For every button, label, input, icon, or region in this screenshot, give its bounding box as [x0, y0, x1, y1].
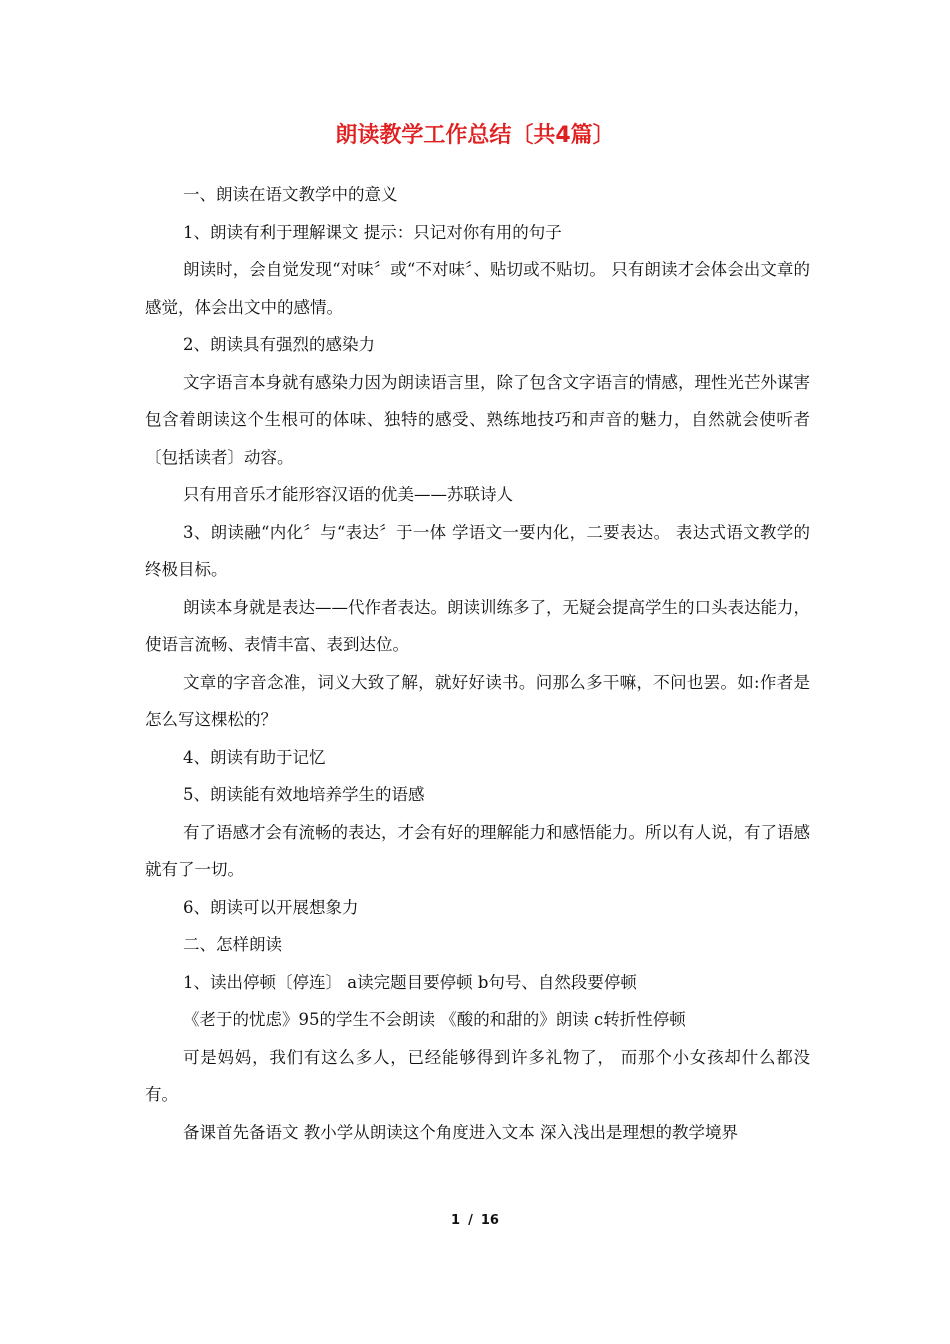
- paragraph: 5、朗读能有效地培养学生的语感: [183, 785, 425, 804]
- paragraph: 有了语感才会有流畅的表达，才会有好的理解能力和感悟能力。所以有人说，有了语感就有了一切。: [145, 822, 810, 879]
- current-page-number: 1: [451, 1213, 461, 1228]
- page-number: [0, 1213, 950, 1228]
- paragraph: 1、读出停顿〔停连〕 a读完题目要停顿 b句号、自然段要停顿: [183, 972, 637, 992]
- document-body: [145, 176, 810, 1151]
- paragraph: 备课首先备语文 教小学从朗读这个角度进入文本 深入浅出是理想的教学境界: [183, 1122, 738, 1142]
- paragraph: 4、朗读有助于记忆: [183, 747, 326, 767]
- paragraph: 6、朗读可以开展想象力: [183, 897, 359, 917]
- paragraph: 二、怎样朗读: [183, 935, 282, 954]
- document-title: 朗读教学工作总结〔共4篇〕: [335, 123, 615, 148]
- paragraph: 可是妈妈，我们有这么多人，已经能够得到许多礼物了， 而那个小女孩却什么都没有。: [145, 1047, 810, 1104]
- paragraph: 《老于的忧虑》95的学生不会朗读 《酸的和甜的》朗读 c转折性停顿: [183, 1010, 686, 1029]
- paragraph: 一、朗读在语文教学中的意义: [183, 185, 398, 204]
- paragraph: 文字语言本身就有感染力因为朗读语言里，除了包含文字语言的情感，理性光芒外谋害包含着朗读这个生根可的体味、独特的感受、熟练地技巧和声音的魅力，自然就会使听者〔包括读者〕动容。: [145, 372, 810, 467]
- paragraph: 3、朗读融“内化〞与“表达〞于一体 学语文一要内化，二要表达。 表达式语文教学的终极目标。: [145, 522, 810, 579]
- total-pages-number: 16: [480, 1213, 499, 1228]
- paragraph: 文章的字音念准，词义大致了解，就好好读书。问那么多干嘛，不问也罢。如:作者是怎么写这棵松的？: [145, 672, 810, 729]
- page-separator: /: [468, 1213, 473, 1228]
- paragraph: 朗读时，会自觉发现“对味〞或“不对味〞、贴切或不贴切。 只有朗读才会体会出文章的感觉，体会出文中的感情。: [145, 260, 810, 317]
- paragraph: 2、朗读具有强烈的感染力: [183, 335, 375, 354]
- paragraph: 1、朗读有利于理解课文 提示：只记对你有用的句子: [183, 222, 562, 242]
- paragraph: 朗读本身就是表达——代作者表达。朗读训练多了，无疑会提高学生的口头表达能力，使语言流畅、表情丰富、表到达位。: [145, 597, 810, 654]
- paragraph: 只有用音乐才能形容汉语的优美——苏联诗人: [183, 485, 513, 504]
